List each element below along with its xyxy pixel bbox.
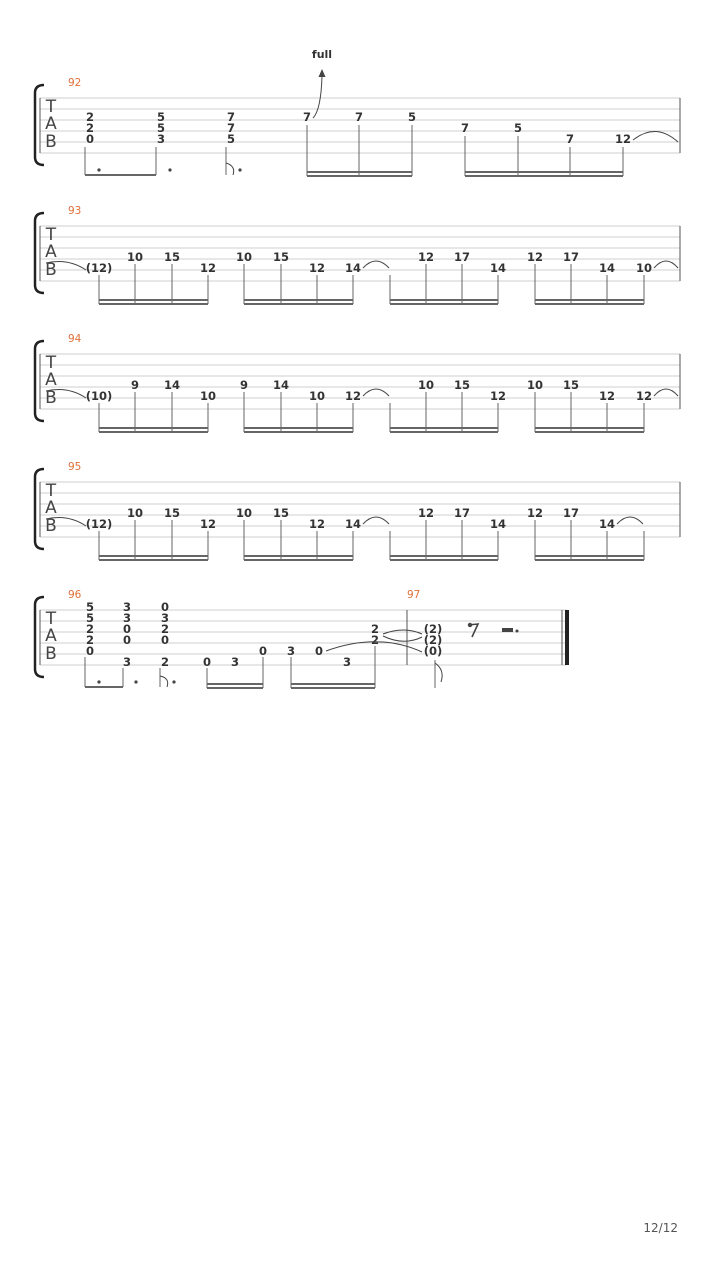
tab-note: 7 — [226, 110, 236, 124]
tie — [617, 517, 643, 524]
tab-note: 0 — [122, 633, 132, 647]
tab-note: 12 — [199, 517, 217, 531]
tab-note: 14 — [489, 517, 507, 531]
tab-note: 2 — [160, 622, 170, 636]
tab-note: 12 — [417, 250, 435, 264]
tab-note: 2 — [370, 633, 380, 647]
tab-note: 0 — [160, 633, 170, 647]
tab-clef-b: B — [45, 132, 57, 152]
tab-note: 0 — [258, 644, 268, 658]
tab-note: 10 — [235, 506, 253, 520]
tab-clef-a: A — [45, 242, 57, 262]
tab-note: 10 — [526, 378, 544, 392]
tab-note: 12 — [199, 261, 217, 275]
tab-note: 7 — [460, 121, 470, 135]
tab-note: 7 — [302, 110, 312, 124]
tab-clef-t: T — [45, 609, 57, 629]
tab-note: 5 — [156, 110, 166, 124]
tab-note: 3 — [122, 611, 132, 625]
tab-note: 10 — [199, 389, 217, 403]
tab-notes — [86, 378, 652, 403]
tab-note: 5 — [407, 110, 417, 124]
tab-clef-t: T — [45, 353, 57, 373]
tie — [363, 261, 389, 268]
measure-number: 94 — [68, 333, 82, 345]
tab-note: 5 — [156, 121, 166, 135]
tab-note: 0 — [85, 644, 95, 658]
tab-note: (2) — [423, 622, 443, 636]
tab-note: 7 — [226, 121, 236, 135]
tab-note: 5 — [513, 121, 523, 135]
tab-note: 5 — [85, 600, 95, 614]
tab-note: 10 — [126, 250, 144, 264]
rhythm-stems — [85, 125, 623, 176]
tab-note: 2 — [85, 633, 95, 647]
tab-note: 0 — [202, 655, 212, 669]
final-barline-thick — [565, 610, 569, 665]
tab-note: (2) — [423, 633, 443, 647]
tab-note: 0 — [85, 132, 95, 146]
tie — [633, 131, 678, 142]
tab-clef-b: B — [45, 388, 57, 408]
tab-note: 5 — [85, 611, 95, 625]
tab-note: 10 — [635, 261, 653, 275]
tab-note: 2 — [85, 110, 95, 124]
tab-note: 15 — [272, 506, 290, 520]
tab-note: 14 — [272, 378, 290, 392]
tab-note: 0 — [122, 622, 132, 636]
tab-note: 3 — [342, 655, 352, 669]
tab-note: 3 — [160, 611, 170, 625]
measure-number: 92 — [68, 77, 82, 89]
tab-note: 15 — [453, 378, 471, 392]
half-rest-icon — [502, 628, 519, 633]
tab-note: (12) — [85, 517, 113, 531]
tab-note: 14 — [344, 517, 362, 531]
tab-note: 14 — [344, 261, 362, 275]
tab-clef-t: T — [45, 97, 57, 117]
tab-note: 12 — [526, 250, 544, 264]
tab-note: 12 — [526, 506, 544, 520]
tie — [654, 261, 678, 268]
tab-note: 10 — [235, 250, 253, 264]
tab-note: 15 — [562, 378, 580, 392]
tab-note: 17 — [453, 506, 471, 520]
tab-note: 9 — [239, 378, 249, 392]
tab-clef-a: A — [45, 370, 57, 390]
system-2 — [35, 205, 680, 304]
tab-note: 2 — [160, 655, 170, 669]
staff-lines — [40, 98, 680, 153]
system-5 — [35, 589, 569, 688]
tab-note: 14 — [489, 261, 507, 275]
tab-clef-b: B — [45, 644, 57, 664]
tab-note: 10 — [308, 389, 326, 403]
tab-note: 15 — [272, 250, 290, 264]
measure-number: 96 — [68, 589, 82, 601]
tab-clef-a: A — [45, 114, 57, 134]
tab-note: 12 — [598, 389, 616, 403]
tab-note: 12 — [417, 506, 435, 520]
tie — [654, 389, 678, 396]
tab-note: 3 — [122, 600, 132, 614]
tab-note: 9 — [130, 378, 140, 392]
tab-note: 2 — [85, 622, 95, 636]
tab-clef-a: A — [45, 626, 57, 646]
tab-note: 17 — [453, 250, 471, 264]
tab-notes — [86, 506, 615, 531]
tab-note: 14 — [598, 261, 616, 275]
tab-notes — [86, 250, 652, 275]
tab-note: 3 — [156, 132, 166, 146]
tab-note: 15 — [163, 506, 181, 520]
tab-note: 12 — [614, 132, 632, 146]
tab-note: 12 — [635, 389, 653, 403]
tab-note: 3 — [230, 655, 240, 669]
system-1 — [35, 48, 680, 176]
system-3 — [35, 333, 680, 432]
measure-number: 95 — [68, 461, 82, 473]
tab-clef-b: B — [45, 516, 57, 536]
tab-note: 10 — [417, 378, 435, 392]
staff-lines — [40, 610, 567, 665]
tab-note: 7 — [354, 110, 364, 124]
tab-clef-t: T — [45, 225, 57, 245]
tab-note: 2 — [370, 622, 380, 636]
tab-note: 0 — [160, 600, 170, 614]
tab-clef-t: T — [45, 481, 57, 501]
tab-note: 14 — [598, 517, 616, 531]
tab-note: 12 — [489, 389, 507, 403]
tab-note: 7 — [565, 132, 575, 146]
tab-note: 10 — [126, 506, 144, 520]
tie — [363, 517, 389, 524]
tab-note: (10) — [85, 389, 113, 403]
page-number: 12/12 — [643, 1221, 678, 1235]
tab-clef-b: B — [45, 260, 57, 280]
tab-note: 3 — [122, 655, 132, 669]
tab-note: (0) — [423, 644, 443, 658]
tab-note: 12 — [308, 517, 326, 531]
tab-note: 5 — [226, 132, 236, 146]
tab-note: 2 — [85, 121, 95, 135]
bend-label: full — [311, 48, 333, 61]
tab-note: 3 — [286, 644, 296, 658]
tab-note: (12) — [85, 261, 113, 275]
tab-note: 12 — [308, 261, 326, 275]
bend-arrow — [312, 48, 332, 118]
system-4 — [35, 461, 680, 560]
measure-number: 93 — [68, 205, 82, 217]
tab-note: 17 — [562, 250, 580, 264]
measure-number: 97 — [407, 589, 421, 601]
tab-note: 17 — [562, 506, 580, 520]
tab-note: 0 — [314, 644, 324, 658]
tie — [363, 389, 389, 396]
tab-note: 12 — [344, 389, 362, 403]
eighth-rest-icon — [468, 623, 478, 637]
tab-note: 14 — [163, 378, 181, 392]
tab-note: 15 — [163, 250, 181, 264]
tab-clef-a: A — [45, 498, 57, 518]
tie — [383, 636, 422, 641]
